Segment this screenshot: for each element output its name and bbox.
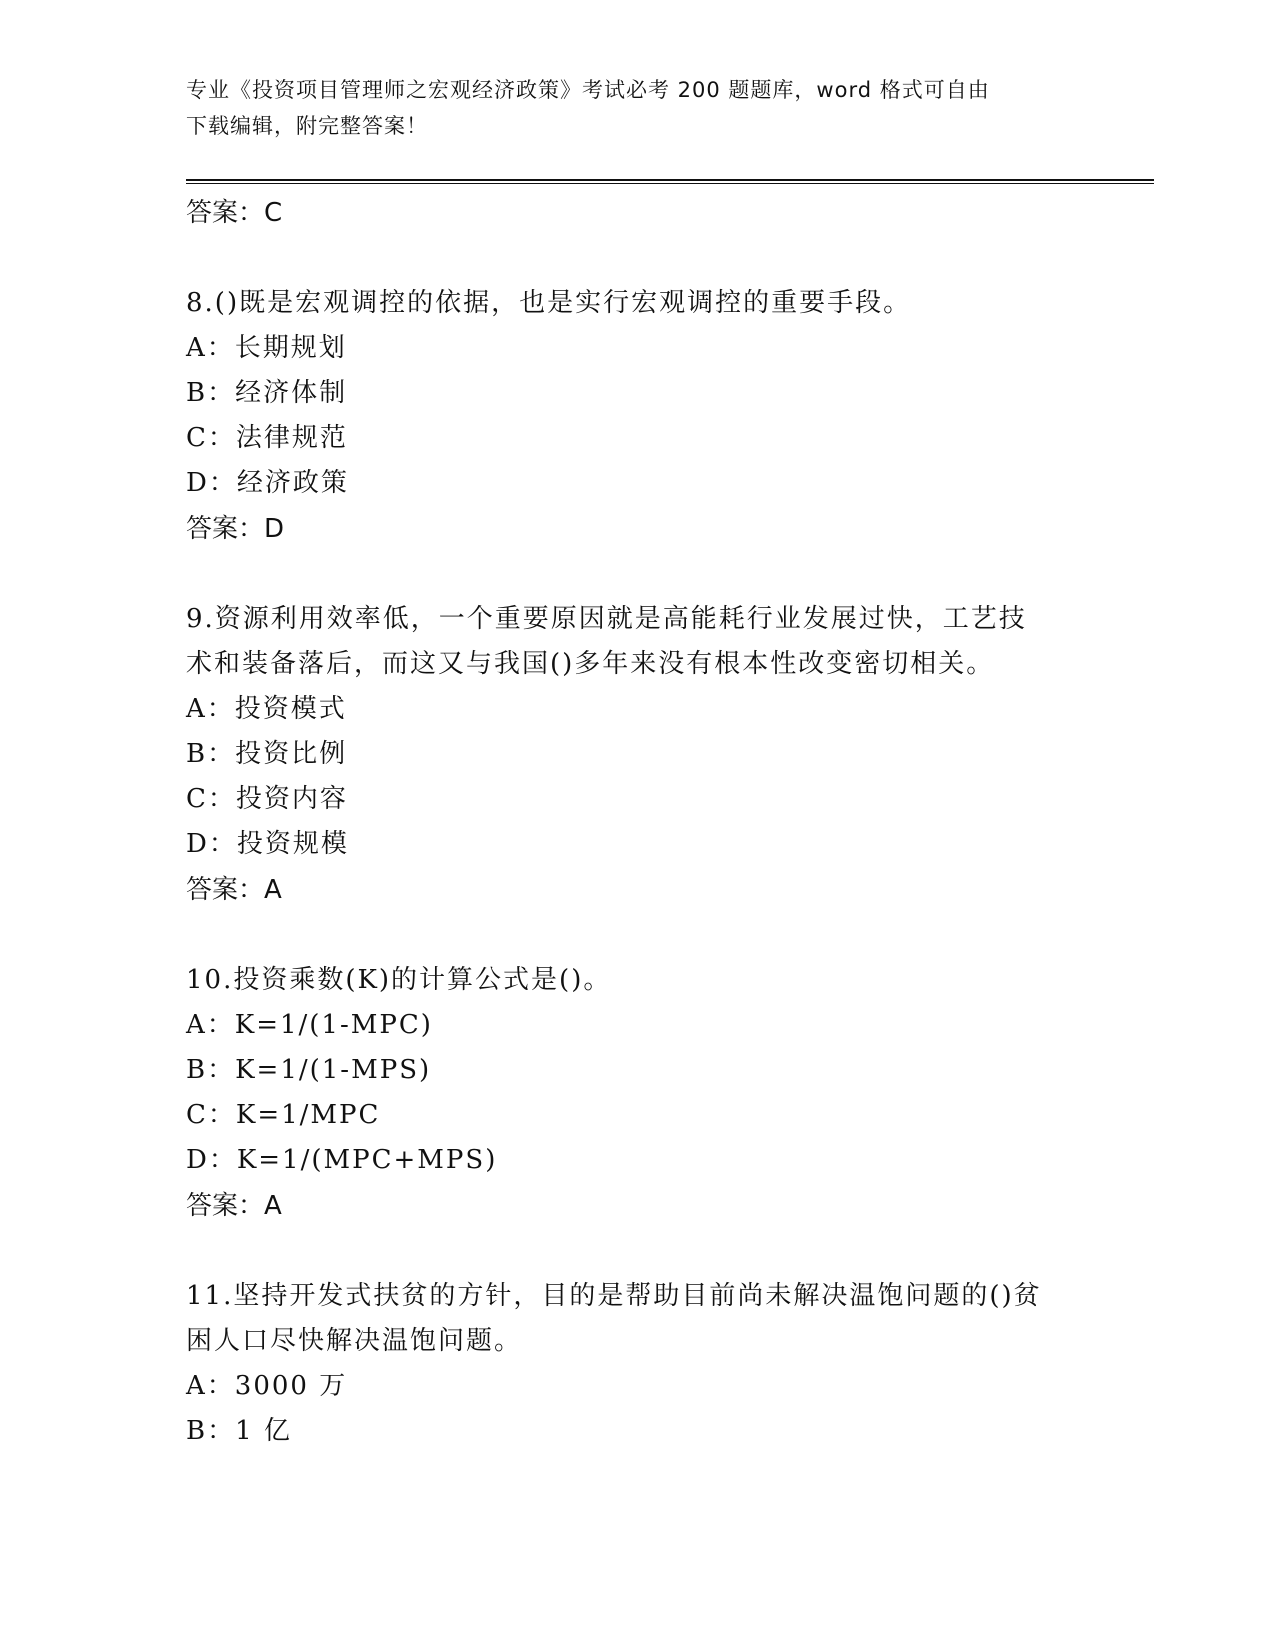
question-10 [186,958,1086,1229]
header-line-1: 专业《投资项目管理师之宏观经济政策》考试必考 200 题题库，word 格式可自由 [186,78,990,102]
header-rule-thin [186,183,1154,184]
option-a: A：投资模式 [186,694,347,724]
option-a: A：3000 万 [186,1371,348,1401]
question-11 [186,1274,1086,1454]
answer-label: 答案：A [186,875,282,905]
option-b: B：K=1/(1-MPS) [186,1055,432,1085]
question-stem-continued: 困人口尽快解决温饱问题。 [186,1326,523,1356]
answer-label: 答案：C [186,198,283,228]
option-d: D：K=1/(MPC+MPS) [186,1145,498,1175]
answer-label: 答案：A [186,1191,282,1221]
document-header [186,72,1066,144]
option-c: C：投资内容 [186,784,348,814]
question-9 [186,597,1086,913]
option-c: C：法律规范 [186,423,348,453]
question-stem-continued: 术和装备落后，而这又与我国()多年来没有根本性改变密切相关。 [186,649,995,679]
question-stem: 9.资源利用效率低，一个重要原因就是高能耗行业发展过快，工艺技 [186,604,1027,634]
option-c: C：K=1/MPC [186,1100,381,1130]
option-a: A：长期规划 [186,333,347,363]
header-rule-thick [186,179,1154,181]
option-d: D：经济政策 [186,468,349,498]
question-stem: 11.坚持开发式扶贫的方针，目的是帮助目前尚未解决温饱问题的()贫 [186,1281,1042,1311]
question-8 [186,281,1086,552]
option-b: B：投资比例 [186,739,348,769]
question-list [186,190,1086,1454]
option-a: A：K=1/(1-MPC) [186,1010,433,1040]
option-b: B：1 亿 [186,1416,292,1446]
option-d: D：投资规模 [186,829,349,859]
answer-label: 答案：D [186,514,285,544]
question-stem: 10.投资乘数(K)的计算公式是()。 [186,965,612,995]
header-line-2: 下载编辑，附完整答案！ [186,114,428,138]
question-stem: 8.()既是宏观调控的依据，也是实行宏观调控的重要手段。 [186,288,912,318]
option-b: B：经济体制 [186,378,348,408]
